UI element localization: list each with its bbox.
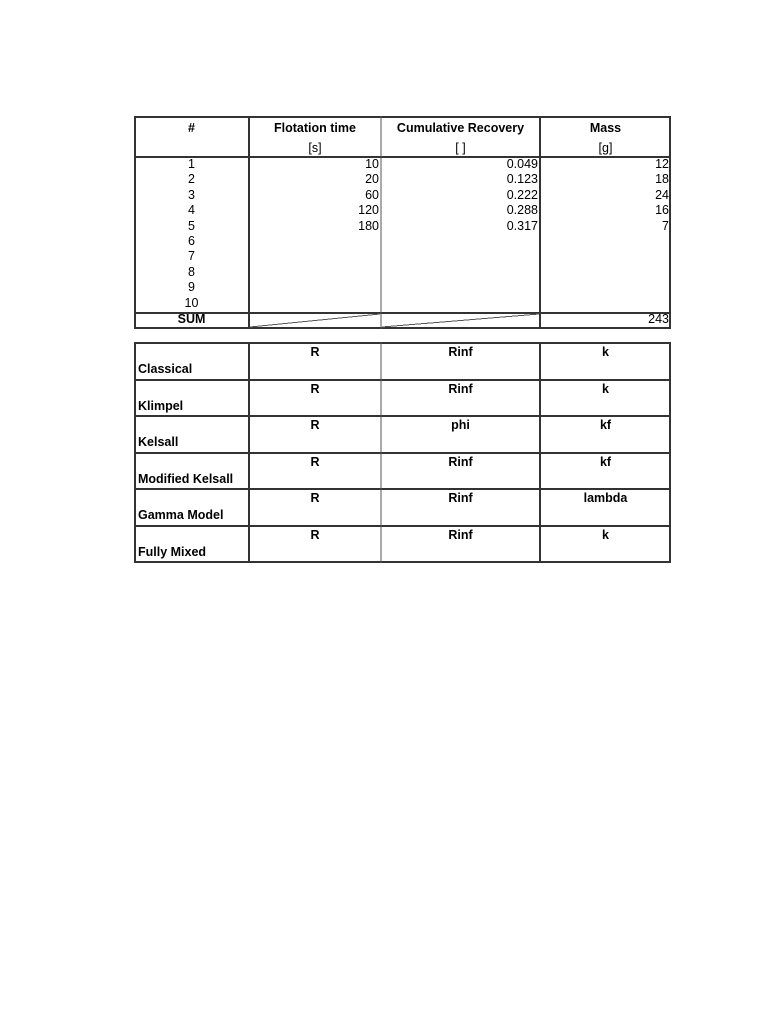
table-row <box>134 296 671 311</box>
model-param: R <box>310 491 320 506</box>
row-mass: 24 <box>655 187 669 202</box>
model-name: Kelsall <box>138 435 179 450</box>
model-row-kelsall <box>134 415 671 452</box>
model-param: R <box>310 345 320 359</box>
header-mass: Mass <box>589 121 622 135</box>
row-mass: 12 <box>655 157 669 171</box>
table-row <box>134 203 671 218</box>
sum-label: SUM <box>177 312 206 326</box>
model-name: Modified Kelsall <box>138 471 234 486</box>
model-param: R <box>310 454 320 469</box>
table-row <box>134 188 671 203</box>
model-row-gamma-model <box>134 488 671 525</box>
model-param: phi <box>451 418 470 433</box>
header-flotation-time: Flotation time <box>274 121 356 135</box>
model-param: R <box>310 381 320 396</box>
table-row <box>134 280 671 295</box>
row-recovery: 0.317 <box>506 218 538 233</box>
row-mass: 7 <box>662 218 669 233</box>
table-row <box>134 265 671 280</box>
row-mass: 18 <box>655 172 669 187</box>
unit-mass: [g] <box>598 141 613 155</box>
model-param: Rinf <box>448 491 473 506</box>
model-row-classical <box>134 342 671 379</box>
model-param: Rinf <box>448 345 473 359</box>
model-parameter-table <box>134 342 671 563</box>
table-row <box>134 157 671 172</box>
model-name: Gamma Model <box>138 508 224 523</box>
row-number: 3 <box>188 187 195 202</box>
model-param: Rinf <box>448 454 473 469</box>
row-time: 60 <box>365 187 379 202</box>
row-mass: 16 <box>655 203 669 218</box>
model-param: k <box>602 345 609 359</box>
row-number: 1 <box>188 157 195 171</box>
row-time: 180 <box>358 218 379 233</box>
flotation-data-table <box>134 116 671 329</box>
model-name: Klimpel <box>138 398 184 413</box>
row-time: 20 <box>365 172 379 187</box>
table-row <box>134 172 671 187</box>
table-row <box>134 219 671 234</box>
row-number: 8 <box>188 264 195 279</box>
model-name: Fully Mixed <box>138 545 207 559</box>
table-row <box>134 249 671 264</box>
row-number: 9 <box>188 280 195 295</box>
row-time: 120 <box>358 203 379 218</box>
unit-flotation-time: [s] <box>308 141 322 155</box>
model-name: Classical <box>138 362 193 376</box>
sum-mass: 243 <box>648 312 669 326</box>
model-param: k <box>602 381 609 396</box>
row-recovery: 0.123 <box>506 172 538 187</box>
row-number: 6 <box>188 234 195 248</box>
row-number: 5 <box>188 218 195 233</box>
row-recovery: 0.049 <box>506 157 538 171</box>
table-row <box>134 234 671 249</box>
model-row-klimpel <box>134 379 671 416</box>
model-param: kf <box>599 454 612 469</box>
row-recovery: 0.222 <box>506 187 538 202</box>
unit-cumulative-recovery: [ ] <box>455 141 466 155</box>
row-number: 10 <box>184 295 199 310</box>
model-param: Rinf <box>448 381 473 396</box>
header-cumulative-recovery: Cumulative Recovery <box>396 121 525 135</box>
header-number: # <box>188 121 195 135</box>
row-number: 7 <box>188 249 195 264</box>
model-param: kf <box>599 418 612 433</box>
row-number: 2 <box>188 172 195 187</box>
model-param: k <box>602 528 609 542</box>
model-param: R <box>310 528 320 542</box>
model-param: Rinf <box>448 528 473 542</box>
model-param: lambda <box>583 491 628 506</box>
model-row-modified-kelsall <box>134 452 671 489</box>
row-number: 4 <box>188 203 195 218</box>
model-param: R <box>310 418 320 433</box>
row-time: 10 <box>365 157 379 171</box>
model-row-fully-mixed <box>134 525 671 562</box>
row-recovery: 0.288 <box>506 203 538 218</box>
